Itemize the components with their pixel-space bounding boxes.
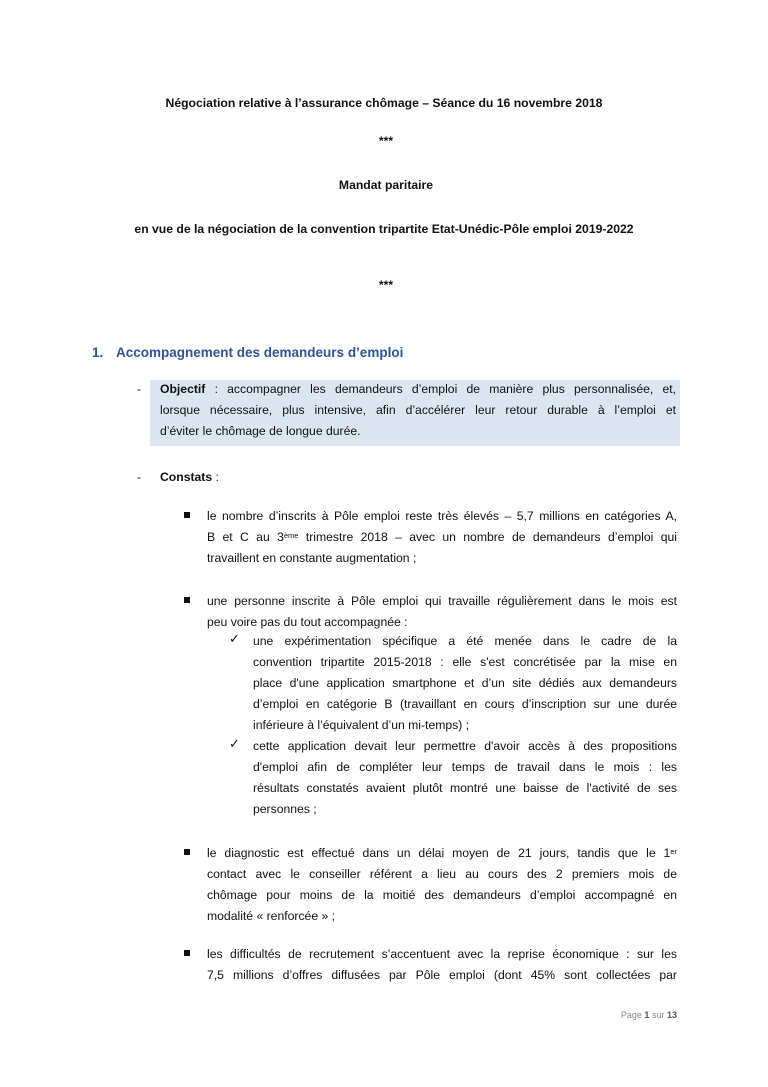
document-subtitle: en vue de la négociation de la convention tripartite Etat-Unédic-Pôle emploi 2019-2022 — [134, 222, 634, 236]
constats-label: Constats — [160, 470, 213, 484]
bullet-line: modalité « renforcée » ; — [207, 909, 336, 923]
bullet-text: le diagnostic est effectué dans un délai moyen de 21 jours, tandis que le 1 — [207, 846, 671, 860]
checkmark-icon: ✓ — [229, 736, 240, 751]
bullet-paragraph — [207, 843, 677, 927]
section-title: Accompagnement des demandeurs d’emploi — [116, 345, 404, 360]
objectif-line: : accompagner les demandeurs d’emploi de manière plus personnalisée, et, — [205, 382, 676, 396]
square-bullet-icon — [184, 950, 190, 956]
objectif-line: d’éviter le chômage de longue durée. — [160, 424, 361, 438]
constats-suffix: : — [212, 470, 219, 484]
bullet-line: chômage pour moins de la moitié des demandeurs d’emploi accompagné en — [207, 888, 677, 902]
footer-page-total: 13 — [666, 1010, 677, 1020]
square-bullet-icon — [184, 512, 190, 518]
sub-bullet-paragraph — [253, 736, 677, 820]
sub-bullet-line: d'emploi afin de compléter leur temps de travail dans le mois : les — [253, 760, 677, 774]
superscript: ème — [283, 531, 299, 540]
square-bullet-icon — [184, 597, 190, 603]
sub-bullet-line: personnes ; — [253, 802, 317, 816]
objectif-paragraph — [160, 379, 676, 442]
sub-bullet-line: cette application devait leur permettre d'avoir accès à des propositions — [253, 739, 677, 753]
separator-stars: *** — [378, 134, 394, 148]
document-title: Négociation relative à l’assurance chômage – Séance du 16 novembre 2018 — [165, 96, 603, 110]
bullet-paragraph — [207, 506, 677, 569]
superscript: er — [670, 847, 677, 856]
footer-page-number: 1 — [644, 1010, 650, 1020]
sub-bullet-line: place d'une application smartphone et d’un site dédiés aux demandeurs — [253, 676, 677, 690]
bullet-line: une personne inscrite à Pôle emploi qui travaille régulièrement dans le mois est — [207, 594, 677, 608]
sub-bullet-line: une expérimentation spécifique a été menée dans le cadre de la — [253, 634, 677, 648]
bullet-line: 7,5 millions d’offres diffusées par Pôle emploi (dont 45% sont collectées par — [207, 968, 677, 982]
checkmark-icon: ✓ — [229, 631, 240, 646]
separator-stars: *** — [378, 278, 394, 292]
sub-bullet-line: inférieure à l’équivalent d’un mi-temps) ; — [253, 718, 470, 732]
bullet-line: les difficultés de recrutement s’accentuent avec la reprise économique : sur les — [207, 947, 677, 961]
section-number: 1. — [92, 345, 104, 360]
bullet-line: contact avec le conseiller référent a lieu au cours des 2 premiers mois de — [207, 867, 677, 881]
bullet-paragraph — [207, 591, 677, 633]
bullet-paragraph — [207, 944, 677, 986]
bullet-line: travaillent en constante augmentation ; — [207, 551, 417, 565]
objectif-dash: - — [137, 382, 142, 396]
constats-dash: - — [137, 470, 142, 484]
footer-page-word: Page — [620, 1010, 642, 1020]
mandat-heading: Mandat paritaire — [338, 178, 434, 192]
objectif-line: lorsque nécessaire, plus intensive, afin d’accélérer leur retour durable à l’emploi et — [160, 403, 676, 417]
constats-heading — [160, 467, 219, 488]
bullet-line: le nombre d’inscrits à Pôle emploi reste très élevés – 5,7 millions en catégories A, — [207, 509, 677, 523]
section-heading — [92, 345, 403, 360]
sub-bullet-line: d’emploi en catégorie B (travaillant en cours d’inscription sur une durée — [253, 697, 677, 711]
bullet-text: trimestre 2018 – avec un nombre de demandeurs d’emploi qui — [298, 530, 677, 544]
bullet-text: B et C au 3 — [207, 530, 284, 544]
footer-sur-word: sur — [651, 1010, 665, 1020]
square-bullet-icon — [184, 849, 190, 855]
sub-bullet-line: résultats constatés avaient plutôt montré une baisse de l'activité de ses — [253, 781, 677, 795]
objectif-label: Objectif — [160, 382, 206, 396]
page-footer — [621, 1010, 677, 1020]
sub-bullet-line: convention tripartite 2015-2018 : elle s'est concrétisée par la mise en — [253, 655, 677, 669]
bullet-line: peu voire pas du tout accompagnée : — [207, 615, 408, 629]
sub-bullet-paragraph — [253, 631, 677, 736]
